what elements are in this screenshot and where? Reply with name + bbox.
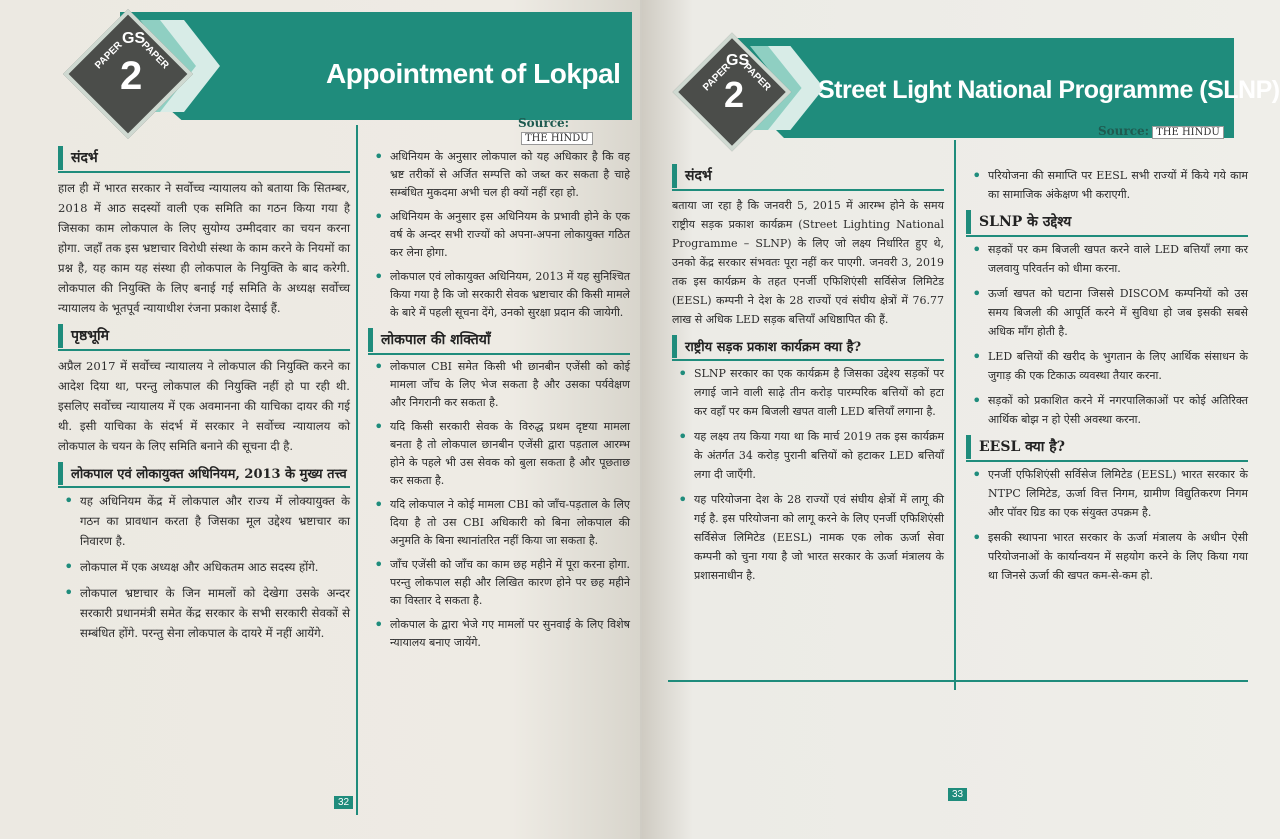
column-divider [356,125,358,815]
list-item: • ऊर्जा खपत को घटाना जिससे DISCOM कम्पनियों को उस समय बिजली की आपूर्ति करने में सुविधा हो जब इसकी सबसे अधिक माँग होती है. [966,284,1248,341]
source-line [1098,124,1224,139]
left-col-1 [58,140,350,649]
source-label: Source: [518,116,570,130]
list-item: • यह अधिनियम केंद्र में लोकपाल और राज्य में लोक्यायुक्त के गठन का प्रावधान करता है जिसका मूल उद्देश्य भ्रष्टाचार का निवारण है. [58,491,350,551]
badge-number: 2 [120,54,143,98]
left-col-2 [368,148,630,658]
right-page [642,0,1280,839]
list-item: • लोकपाल में एक अध्यक्ष और अधिकतम आठ सदस्य होंगे. [58,557,350,577]
right-header [642,10,1280,140]
list-item: • यदि लोकपाल ने कोई मामला CBI को जाँच-पड़ताल के लिए दिया है तो उस CBI अधिकारी को बिना लोकपाल की अनुमति के बिना स्थानांतरित नहीं किया जा सकता है. [368,496,630,550]
badge-paper-label: PAPER [139,39,171,72]
page-number: 33 [948,788,967,801]
paragraph: बताया जा रहा है कि जनवरी 5, 2015 में आरम्भ होने के समय राष्ट्रीय सड़क प्रकाश कार्यक्रम (Street Lighting National Programme – SLNP) के लिए जो लक्ष्य निर्धारित हुए थे, उनको केंद्र सरकार संभवतः पूरा नहीं कर पाएगी. जनवरी 3, 2019 तक इस कार्यक्रम के तहत एनर्जी एफिशिएंसी सर्विसेज लिमिटेड (EESL) कम्पनी ने देश के 28 राज्यों एवं संघीय क्षेत्रों में 76.77 लाख से अधिक LED सड़क बत्तियाँ अधिष्ठापित की हैं. [672,199,944,326]
badge-gs: GS [726,52,750,69]
list-item: • लोकपाल भ्रष्टाचार के जिन मामलों को देखेगा उसके अन्दर सरकारी प्रधानमंत्री समेत केंद्र सरकार के सभी सरकारी सेवकों से सम्बंधित होंगे. परन्तु सेना लोकपाल के दायरे में नहीं आयेंगे. [58,583,350,643]
section-heading: संदर्भ [672,164,944,188]
bullet-list [966,240,1248,429]
list-item: • अधिनियम के अनुसार इस अधिनियम के प्रभावी होने के एक वर्ष के अन्दर सभी राज्यों को अपना-अपना लोकायुक्त गठित कर लेना होगा. [368,208,630,262]
column-divider [954,140,956,690]
list-item: • अधिनियम के अनुसार लोकपाल को यह अधिकार है कि वह भ्रष्ट तरीकों से अर्जित सम्पत्ति को जब्त कर सकता है चाहे सम्बंधित मुकदमा अभी चल ही क्यों नहीं रहा हो. [368,148,630,202]
section-heading: लोकपाल की शक्तियाँ [368,328,630,352]
section-heading: पृष्ठभूमि [58,324,350,348]
list-item: • SLNP सरकार का एक कार्यक्रम है जिसका उद्देश्य सड़कों पर लगाई जाने वाली साढ़े तीन करोड़ पारम्परिक बत्तियों को हटा कर वहाँ पर कम बिजली खपत वाली LED बत्तियाँ लगाना है. [672,364,944,421]
source-line [518,116,640,145]
section-heading: लोकपाल एवं लोकायुक्त अधिनियम, 2013 के मुख्य तत्त्व [58,462,350,485]
source-logo: THE HINDU [1152,126,1224,139]
paragraph: हाल ही में भारत सरकार ने सर्वोच्च न्यायालय को बताया कि सितम्बर, 2018 में आठ सदस्यों वाली एक समिति का गठन किया गया है जिसका काम लोकपाल के लिए सुयोग्य उम्मीदवार का चयन करना होगा. जहाँ तक इस भ्रष्टाचार विरोधी संस्था के काम करने के नियमों का प्रश्न है, यह काम यह संस्था ही लोकपाल के नियुक्ति के बाद करेगी. लोकपाल की नियुक्ति के लिए बनाई गई समिति के अध्यक्ष सर्वोच्च न्यायालय के भूतपूर्व न्यायाधीश रंजना प्रकाश देसाई हैं. [58,181,350,315]
list-item: • LED बत्तियों की खरीद के भुगतान के लिए आर्थिक संसाधन के जुगाड़ की एक टिकाऊ व्यवस्था तैयार करना. [966,347,1248,385]
badge-paper-label: PAPER [701,61,733,94]
list-item: • यदि किसी सरकारी सेवक के विरुद्ध प्रथम दृष्टया मामला बनता है तो लोकपाल छानबीन एजेंसी द्वारा पड़ताल आरम्भ होने के पहले भी उस सेवक को बुला सकता है और पूछताछ कर सकता है. [368,418,630,490]
source-logo: THE HINDU [521,132,593,145]
page-title: Appointment of Lokpal [326,58,621,89]
page-title: Street Light National Programme (SLNP) [818,76,1280,104]
list-item: • परियोजना की समाप्ति पर EESL सभी राज्यों में किये गये काम का सामाजिक अंकेक्षण भी कराएगी. [966,166,1248,204]
list-item: • एनर्जी एफिशिएंसी सर्विसेज लिमिटेड (EESL) भारत सरकार के NTPC लिमिटेड, ऊर्जा वित्त निगम, ग्रामीण विद्युतिकरण निगम और पॉवर ग्रिड का एक संयुक्त उपक्रम है. [966,465,1248,522]
bullet-list [672,364,944,585]
section-heading: EESL क्या है? [966,435,1248,459]
badge-number: 2 [724,74,745,115]
bullet-list [966,465,1248,585]
list-item: • लोकपाल एवं लोकायुक्त अधिनियम, 2013 में यह सुनिश्चित किया गया है कि जो सरकारी सेवक भ्रष्टाचार की किसी मामले के बारे में पहली सूचना देंगे, उनको सुरक्षा प्रदान की जायेगी. [368,268,630,322]
page-number: 32 [334,796,353,809]
bottom-rule [668,680,1248,682]
section-heading: SLNP के उद्देश्य [966,210,1248,234]
source-label: Source: [1098,124,1150,138]
bullet-list [58,491,350,643]
list-item: • लोकपाल CBI समेत किसी भी छानबीन एजेंसी को कोई मामला जाँच के लिए भेज सकता है और उसका पर्यवेक्षण और निगरानी कर सकता है. [368,358,630,412]
list-item: • यह लक्ष्य तय किया गया था कि मार्च 2019 तक इस कार्यक्रम के अंतर्गत 34 करोड़ पुरानी बत्तियों को हटाकर LED बत्तियाँ लगा दी जाएँगी. [672,427,944,484]
right-col-1 [672,158,944,591]
list-item: • यह परियोजना देश के 28 राज्यों एवं संघीय क्षेत्रों में लागू की गई है. इस परियोजना को लागू करने के लिए एनर्जी एफिशिएंसी सर्विसेज लिमिटेड (EESL) नामक एक लोक ऊर्जा सेवा कम्पनी को चुना गया है जो भारत सरकार के ऊर्जा मंत्रालय के प्रशासनाधीन है. [672,490,944,585]
section-heading: राष्ट्रीय सड़क प्रकाश कार्यक्रम क्या है? [672,335,944,358]
list-item: • जाँच एजेंसी को जाँच का काम छह महीने में पूरा करना होगा. परन्तु लोकपाल सही और लिखित कारण होने पर छह महीने का विस्तार दे सकता है. [368,556,630,610]
badge-paper-label: PAPER [93,39,125,72]
list-item: • सड़कों को प्रकाशित करने में नगरपालिकाओं पर कोई अतिरिक्त आर्थिक बोझ न हो ऐसी अवस्था करना. [966,391,1248,429]
right-col-2 [966,166,1248,591]
section-heading: संदर्भ [58,146,350,170]
paragraph: अप्रैल 2017 में सर्वोच्च न्यायालय ने लोकपाल की नियुक्ति करने का आदेश दिया था, परन्तु लोकपाल की नियुक्ति नहीं हो पा रही थी. इसलिए सर्वोच्च न्यायालय में एक अवमानना की याचिका दायर की गई थी. इसी याचिका के संदर्भ में सरकार ने सर्वोच्च न्यायालय को लोकपाल के चयन के लिए समिति बनाने की सूचना दी है. [58,359,350,453]
bullet-list [966,166,1248,204]
badge-paper-label: PAPER [741,61,773,94]
list-item: • सड़कों पर कम बिजली खपत करने वाले LED बत्तियाँ लगा कर जलवायु परिवर्तन को धीमा करना. [966,240,1248,278]
badge-gs: GS [122,30,146,47]
bullet-list [368,148,630,322]
list-item: • लोकपाल के द्वारा भेजे गए मामलों पर सुनवाई के लिए विशेष न्यायालय बनाए जायेंगे. [368,616,630,652]
left-header [0,10,640,144]
bullet-list [368,358,630,652]
list-item: • इसकी स्थापना भारत सरकार के ऊर्जा मंत्रालय के अधीन ऐसी परियोजनाओं के कार्यान्वयन में सहयोग करने के लिए किया गया था जिनसे ऊर्जा की खपत कम-से-कम हो. [966,528,1248,585]
